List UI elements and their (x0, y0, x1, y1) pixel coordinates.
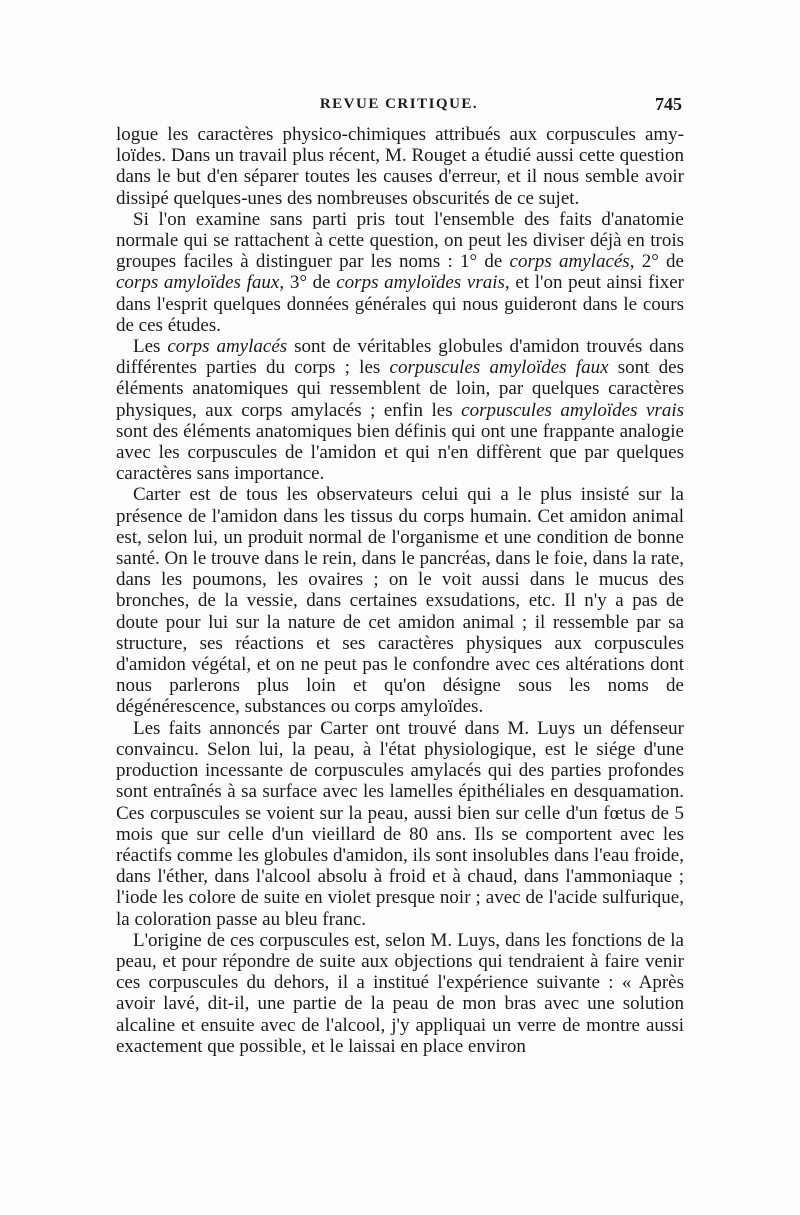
running-header (116, 96, 682, 120)
text-run: , 2° de (629, 251, 684, 273)
text-run: Les faits annoncés par Carter ont trouvé dans M. Luys un défenseur convaincu. Selon lui, la peau, à l'état physiologique, est le siége d'une production incessante de corpuscules amylacés qui des parties profondes sont entraînés à sa surface avec les lamelles épithéliales en desquamation. Ces corpuscules se voient sur la peau, aussi bien sur celle d'un fœtus de 5 mois que sur celle d'un vieillard de 80 ans. Ils se comportent avec les réactifs comme les globules d'amidon, ils sont insolubles dans l'eau froide, dans l'éther, dans l'alcool absolu à froid et à chaud, dans l'ammoniaque ; l'iode les colore de suite en violet presque noir ; avec de l'acide sulfurique, la coloration passe au bleu franc. (116, 717, 684, 930)
text-run: logue les caractères physico-chimiques attribués aux corpuscules amy-loïdes. Dans un travail plus récent, M. Rouget a étudié aussi cette question dans le but d'en séparer toutes les causes d'erreur, et il nous semble avoir dissipé quelques-unes des nombreuses obscurités de ce sujet. (116, 124, 684, 209)
italic-term: corpuscules amyloïdes vrais (461, 399, 684, 421)
text-run: Si l'on examine sans parti pris tout l'ensemble des faits d'anatomie normale qui se rattachent à cette question, on peut les diviser déjà en trois groupes faciles à distinguer par les noms : 1° de (116, 208, 684, 273)
italic-term: corps amyloïdes faux (116, 272, 280, 294)
running-title: REVUE CRITIQUE. (319, 96, 479, 112)
paragraph (116, 484, 684, 717)
italic-term: corps amylacés (167, 336, 288, 358)
italic-term: corps amylacés (509, 251, 630, 273)
text-run: , et l'on peut ainsi fixer dans l'esprit quelques données générales qui nous guideront dans le cours de ces études. (116, 272, 685, 336)
body-text (116, 124, 684, 1057)
text-run: sont des éléments anatomiques bien définis qui ont une frappante analogie avec les corpuscules de l'amidon et qui n'en diffèrent que par quelques caractères sans importance. (116, 420, 684, 485)
italic-term: corps amyloïdes vrais (336, 272, 505, 294)
paragraph (116, 124, 684, 209)
paragraph (116, 336, 684, 484)
text-run: Carter est de tous les observateurs celui qui a le plus insisté sur la présence de l'amidon dans les tissus du corps humain. Cet amidon animal est, selon lui, un produit normal de l'organisme et une condition de bonne santé. On le trouve dans le rein, dans le pancréas, dans le foie, dans la rate, dans les poumons, les ovaires ; on le voit aussi dans le mucus des bronches, de la vessie, dans certaines exsudations, etc. Il n'y a pas de doute pour lui sur la nature de cet amidon animal ; il ressemble par sa structure, ses réactions et ses caractères physiques aux corpuscules d'amidon végétal, et on ne peut pas le confondre avec ces altérations dont nous parlerons plus loin et qu'on désigne sous les noms de dégénérescence, substances ou corps amyloïdes. (116, 484, 684, 718)
text-run: L'origine de ces corpuscules est, selon M. Luys, dans les fonctions de la peau, et pour répondre de suite aux objections qui tendraient à faire venir ces corpuscules du dehors, il a institué l'expérience suivante : « Après avoir lavé, dit-il, une partie de la peau de mon bras avec une solution alcaline et ensuite avec de l'alcool, j'y appliquai un verre de montre aussi exactement que possible, et le laissai en place environ (116, 929, 684, 1057)
italic-term: corpuscules amyloïdes faux (389, 357, 609, 379)
text-run: , 3° de (279, 272, 337, 294)
text-run: sont des éléments anatomiques qui ressemblent de loin, par quelques caractères physiques, aux corps amylacés ; enfin les (116, 357, 685, 421)
paragraph (116, 718, 684, 930)
page-number: 745 (655, 94, 682, 114)
text-run: sont de véritables globules d'amidon trouvés dans différentes parties du corps ; les (116, 336, 685, 379)
paragraph (116, 930, 684, 1057)
paragraph (116, 209, 684, 336)
text-run: Les (133, 336, 168, 358)
